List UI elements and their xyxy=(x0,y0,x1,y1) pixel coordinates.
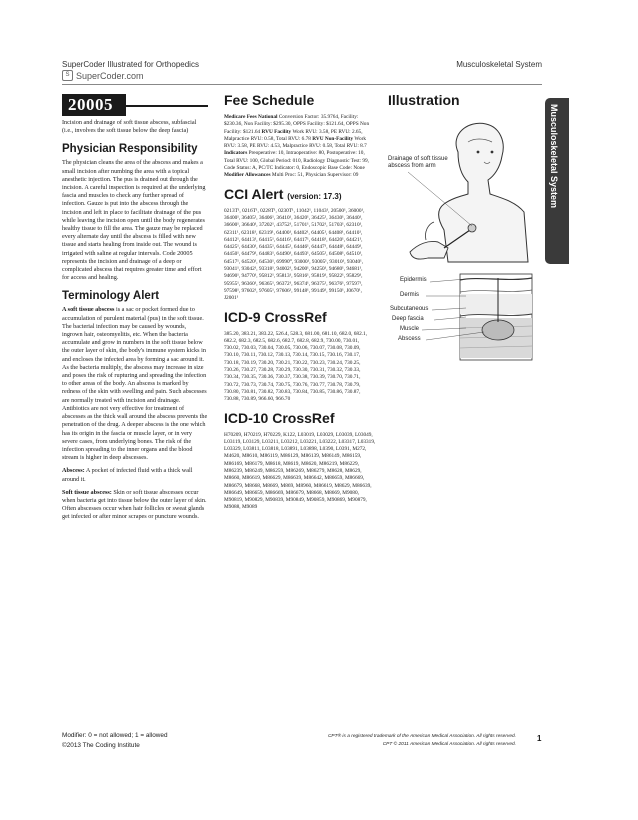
fee-text: Work RVU: 3.58, PE RVU: 2.65, Malpractice RVU: 0.58, Total RVU: 6.78 xyxy=(224,128,363,142)
right-column xyxy=(388,92,538,114)
copyright: ©2013 The Coding Institute xyxy=(62,742,140,749)
footer-legal xyxy=(316,733,516,749)
physician-responsibility-text: The physician cleans the area of the abscess and makes a small incision after numbing the area with a topical anesthetic injection. The pus is drained out through the incision. A careful inspection is required at the underlying fascia and muscles to check any further spread of infection. Gauze is put into the abscess through the incision and left in place to facilitate drainage of the pus while leaving the incision open until the body regenerates healthy tissue to fill the area. The gauze may be replaced every alternate day until the abscess is filled with new tissue and starts healing from inside out. The wound is irrigated with saline at regular intervals. Code 20005 represents the incision and drainage of a deep or complicated abscess that requires greater time and effort for access and healing. xyxy=(62,159,206,282)
fee-schedule-heading: Fee Schedule xyxy=(224,92,315,108)
fee-text: Preoperative: 10, Intraoperative: 80, Postoperative: 10, Total RVU: 100, Global Period: 010, Radiology Diagnostic Test: 99, Code Status: A, PC/TC Indicator: 0, Endoscopic Base Code: None xyxy=(224,150,369,172)
term-definition: is a sac or pocket formed due to accumulation of purulent material (pus) in the soft tissue. The bacterial infection may be caused by wounds, ingrown hair, osteomyelitis, etc. When the bacteria accumulate and grow in numbers in the soft tissue below the outer layer of skin, the body's immune system kicks in and encloses the infected area by forming a sac around it. As the bacteria multiply, the abscess may increase in size and poses the risk of rupturing and spreading the infection to other areas of the body. An abscess is marked by redness of the skin with swelling and pain. Such abscesses are normally treated with incision and drainage. Antibiotics are not very effective for treatment of abscesses as the thick wall around the abscess prevents the penetration of the drug. A deeper abscess is the one which has its origin in the fascia or muscle layer, or in very severe cases, from underlying bones. The risk of the infection spreading to the inner organs and the blood stream is higher in deep abscesses. xyxy=(62,306,208,462)
procedure-description: Incision and drainage of soft tissue abscess, subfascial (i.e., involves the soft tissue below the deep fascia) xyxy=(62,119,197,135)
icd10-codes: H70209, H70219, H70229, K122, L03019, L03029, L03039, L03049, L03119, L03129, L03211, L03212, L03221, L03222, L03317, L03319, L03329, L03811, L03818, L03891, L03898, L0390, L0391, M272, M4620, M8610, M86119, M86129, M86139, M86149, M86159, M86169, M86179, M8618, M8619, M8620, M86219, M86229, M86239, M86249, M86259, M86269, M86279, M8628, M8629, M8660, M86619, M86629, M86639, M86642, M86659, M86669, M86679, M8668, M8669, M869, M8960, M86619, M8629, M86639, M86649, M86659, M86669, M86679, M8668, M8669, M9080, M90819, M90829, M90839, M90849, M90859, M90869, M90879, M9088, M9089 xyxy=(224,431,376,511)
term-soft-tissue-abscess-short: Soft tissue abscess: xyxy=(62,488,112,496)
fee-label: RVU Facility xyxy=(261,128,292,135)
term-soft-tissue-abscess: A soft tissue abscess xyxy=(62,306,115,314)
cci-codes: 0213T¹, 0216T¹, 0228T¹, 0230T¹, 11042¹, 11043¹, 20500¹, 36000¹, 36400¹, 36405¹, 36406¹, 36410¹, 36420¹, 36425¹, 36430¹, 36440¹, 36600¹, 36640¹, 37202¹, 43752¹, 51701¹, 51702¹, 51703¹, 62310¹, 62311¹, 62318¹, 62319¹, 64400¹, 64402¹, 64405¹, 64408¹, 64410¹, 64412¹, 64413¹, 64415¹, 64416¹, 64417¹, 64418¹, 64420¹, 64421¹, 64425¹, 64430¹, 64435¹, 64445¹, 64446¹, 64447¹, 64448¹, 64449¹, 64450¹, 64479¹, 64483¹, 64490¹, 64493¹, 64505¹, 64508¹, 64510¹, 64517¹, 64520¹, 64530¹, 69990⁰, 93000¹, 93005¹, 93010¹, 93040¹, 93041¹, 93042¹, 93318¹, 94002¹, 94200¹, 94250¹, 94680¹, 94681¹, 94690¹, 94770¹, 95812¹, 95813¹, 95816¹, 95819¹, 95822¹, 95829¹, 95955¹, 96360¹, 96365¹, 96372¹, 96374¹, 96375¹, 96376¹, 97597¹, 97598¹, 97602¹, 97605¹, 97606¹, 99148¹, 99149¹, 99150¹, J0670¹, J2001¹ xyxy=(224,207,365,302)
anatomy-drawing xyxy=(388,112,538,362)
running-header-left xyxy=(62,60,199,81)
icd9-heading: ICD-9 CrossRef xyxy=(224,308,327,325)
icd10-heading: ICD-10 CrossRef xyxy=(224,409,335,426)
side-tab-label: Musculoskeletal System xyxy=(549,104,559,209)
term-definition: Skin or soft tissue abscesses occur when bacteria get into tissue below the outer layer of skin. Often abscesses occur when hair follicles or sweat glands get infected or after minor scrapes or puncture wounds. xyxy=(62,488,207,521)
footer-left xyxy=(62,731,168,751)
supercoder-logo-icon: S xyxy=(62,70,73,81)
muscle-label: Muscle xyxy=(400,326,420,332)
site-link[interactable] xyxy=(62,70,199,81)
fee-label: RVU Non-Facility xyxy=(312,135,354,142)
section-header: Musculoskeletal System xyxy=(456,60,542,69)
terminology-paragraph-2 xyxy=(62,467,208,483)
deep-fascia-label: Deep fascia xyxy=(392,316,424,322)
cpt-copyright: CPT © 2011 American Medical Association. All rights reserved. xyxy=(382,742,516,747)
icd9-codes: 385.20, 383.21, 383.22, 526.4, 528.3, 681.00, 681.10, 682.0, 682.1, 682.2, 682.3, 682.5, 682.6, 682.7, 682.8, 682.9, 730.00, 730.01, 730.02, 730.03, 730.04, 730.05, 730.06, 730.07, 730.08, 730.09, 730.10, 730.11, 730.12, 730.13, 730.14, 730.15, 730.16, 730.17, 730.18, 730.19, 730.20, 730.21, 730.22, 730.23, 730.24, 730.25, 730.26, 730.27, 730.28, 730.29, 730.30, 730.31, 730.32, 730.33, 730.34, 730.35, 730.36, 730.37, 730.38, 730.39, 730.70, 730.71, 730.72, 730.73, 730.74, 730.75, 730.76, 730.77, 730.78, 730.79, 730.80, 730.81, 730.82, 730.83, 730.84, 730.85, 730.86, 730.87, 730.88, 730.89, 966.60, 966.70 xyxy=(224,330,368,403)
cci-version: (version: 17.3) xyxy=(287,191,342,201)
section-side-tab xyxy=(545,98,569,264)
abscess-illustration xyxy=(388,112,538,362)
terminology-paragraph-3 xyxy=(62,489,208,522)
fee-line xyxy=(224,150,369,171)
term-definition: A pocket of infected fluid with a thick wall around it. xyxy=(62,467,193,483)
physician-responsibility-heading: Physician Responsibility xyxy=(62,143,198,156)
page-number: 1 xyxy=(537,734,542,743)
fee-text: Conversion Factor: 35.9764, Facility: $230.36, Non Facility: $295.30, OPPS Facility: $121.64, OPPS Non Facility: $121.64 xyxy=(224,114,370,135)
publication-title: SuperCoder Illustrated for Orthopedics xyxy=(62,60,199,69)
procedure-code: 20005 xyxy=(62,94,126,116)
left-column xyxy=(62,92,208,527)
fee-schedule-block xyxy=(224,114,376,180)
middle-column xyxy=(224,92,376,518)
subcutaneous-label: Subcutaneous xyxy=(390,306,429,312)
drainage-label: Drainage of soft tissue abscess from arm xyxy=(388,156,448,169)
cci-alert-heading xyxy=(224,186,376,202)
term-abscess: Abscess: xyxy=(62,467,85,475)
header-divider xyxy=(62,84,542,85)
site-name: SuperCoder.com xyxy=(76,70,144,81)
terminology-paragraph-1 xyxy=(62,306,208,462)
cci-alert-title: CCI Alert xyxy=(224,185,284,202)
cpt-trademark: CPT® is a registered trademark of the American Medical Association. All rights reserved. xyxy=(327,734,516,739)
illustration-heading: Illustration xyxy=(388,92,460,108)
abscess-label: Abscess xyxy=(398,336,421,342)
fee-text: Multi Proc: 51, Physician Supervisor: 09 xyxy=(270,172,359,179)
modifier-note: Modifier: 0 = not allowed; 1 = allowed xyxy=(62,732,168,739)
fee-line xyxy=(224,172,358,178)
fee-label: Medicare Fees National xyxy=(224,114,278,120)
fee-label: Modifier Allowances xyxy=(224,172,271,179)
epidermis-label: Epidermis xyxy=(400,277,427,283)
code-rule xyxy=(126,105,208,107)
dermis-label: Dermis xyxy=(400,292,419,298)
terminology-alert-heading: Terminology Alert xyxy=(62,290,160,303)
fee-text: Work RVU: 3.58, PE RVU: 4.53, Malpractice RVU: 0.58, Total RVU: 8.7 xyxy=(224,135,367,150)
fee-label: Indicators xyxy=(224,150,248,157)
